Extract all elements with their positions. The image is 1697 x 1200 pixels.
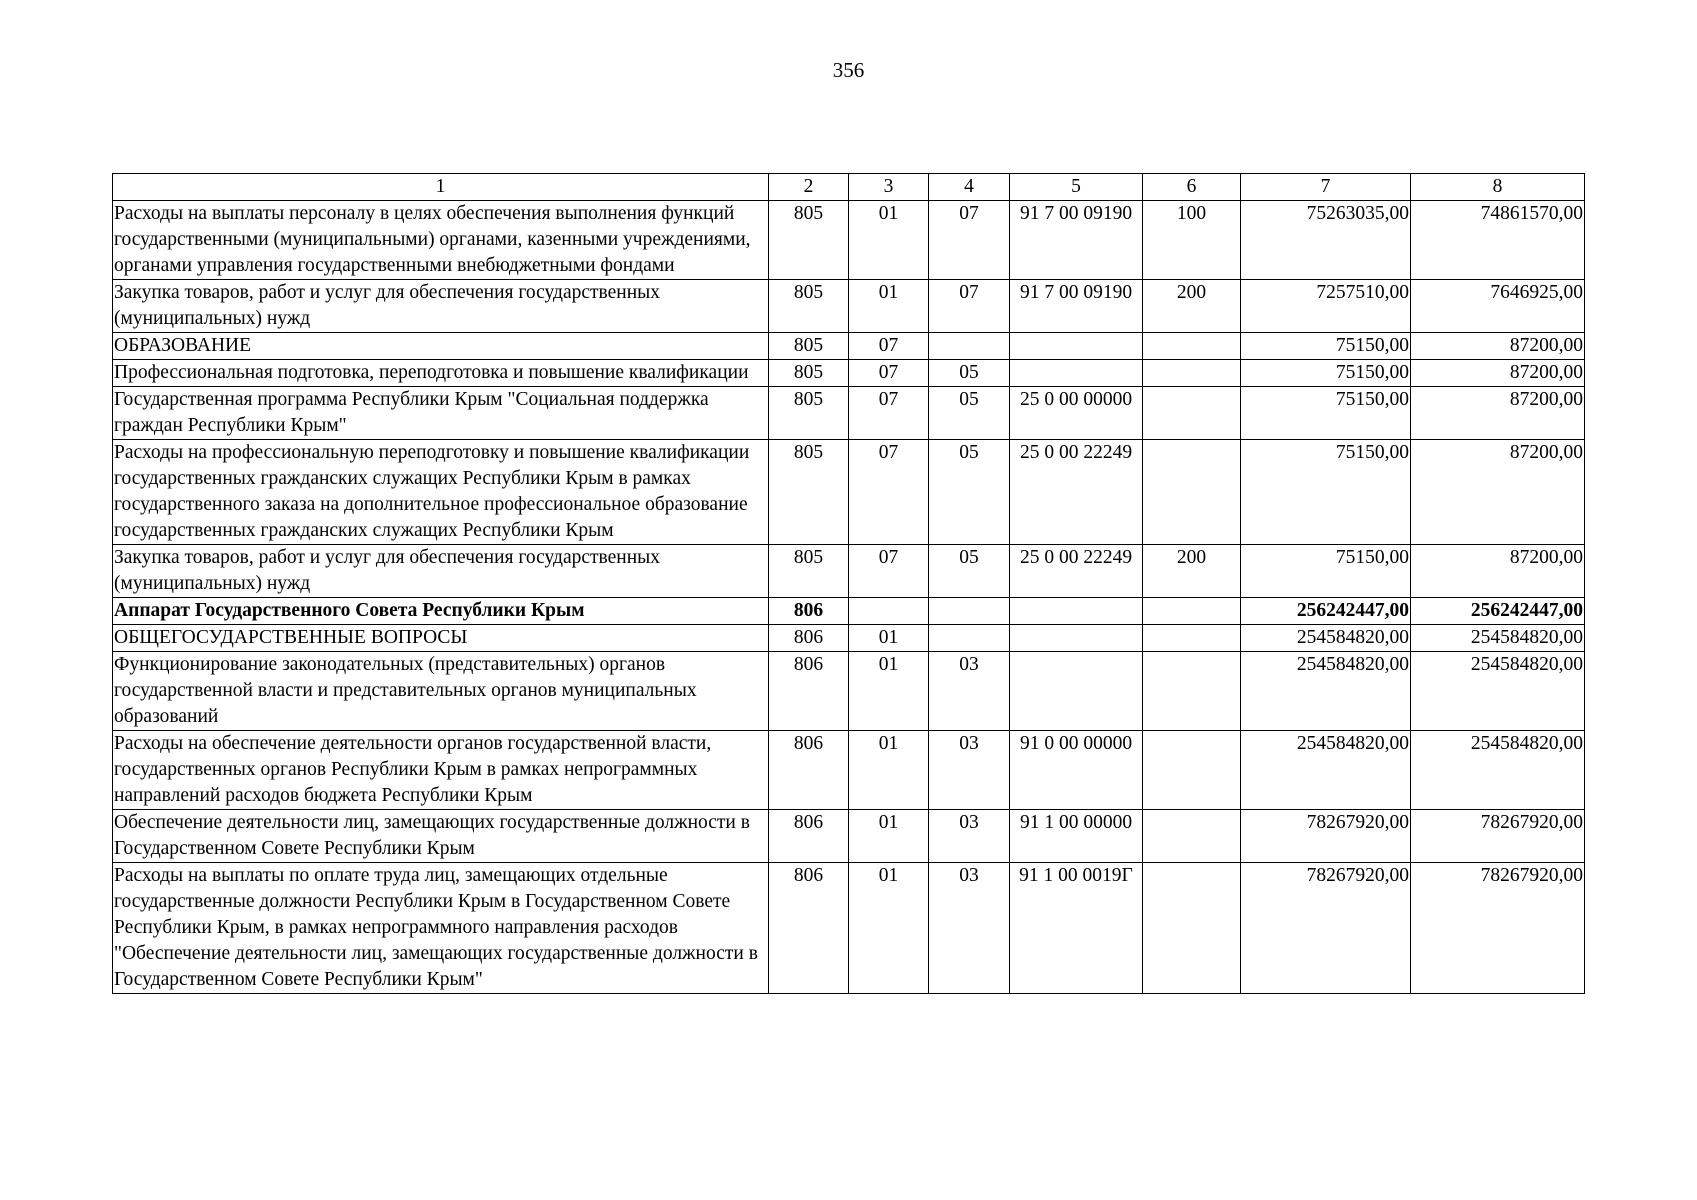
ministry-code: 805 <box>769 387 849 440</box>
subsection-code: 03 <box>929 863 1010 994</box>
amount-col8: 87200,00 <box>1411 333 1585 360</box>
expense-name: Обеспечение деятельности лиц, замещающих государственные должности в Государственном Совете Республики Крым <box>113 810 769 863</box>
table-row <box>113 360 1585 387</box>
target-article-code: 25 0 00 22249 <box>1010 545 1143 598</box>
section-code: 07 <box>849 360 929 387</box>
expense-type-code <box>1143 810 1241 863</box>
expense-name: ОБЩЕГОСУДАРСТВЕННЫЕ ВОПРОСЫ <box>113 625 769 652</box>
target-article-code: 91 7 00 09190 <box>1010 280 1143 333</box>
ministry-code: 805 <box>769 201 849 280</box>
subsection-code: 05 <box>929 440 1010 545</box>
section-code <box>849 598 929 625</box>
amount-col7: 254584820,00 <box>1241 625 1411 652</box>
ministry-code: 805 <box>769 440 849 545</box>
amount-col7: 75150,00 <box>1241 440 1411 545</box>
ministry-code: 806 <box>769 863 849 994</box>
expense-name: Профессиональная подготовка, переподготовка и повышение квалификации <box>113 360 769 387</box>
table-row <box>113 625 1585 652</box>
ministry-code: 806 <box>769 652 849 731</box>
table-row <box>113 333 1585 360</box>
expense-name: Функционирование законодательных (представительных) органов государственной власти и представительных органов муниципальных образований <box>113 652 769 731</box>
section-code: 07 <box>849 545 929 598</box>
amount-col7: 256242447,00 <box>1241 598 1411 625</box>
target-article-code: 91 7 00 09190 <box>1010 201 1143 280</box>
section-code: 07 <box>849 387 929 440</box>
target-article-code <box>1010 360 1143 387</box>
table-row <box>113 810 1585 863</box>
subsection-code: 03 <box>929 652 1010 731</box>
target-article-code <box>1010 598 1143 625</box>
expense-type-code <box>1143 598 1241 625</box>
subsection-code <box>929 625 1010 652</box>
section-code: 01 <box>849 810 929 863</box>
amount-col8: 87200,00 <box>1411 440 1585 545</box>
target-article-code <box>1010 333 1143 360</box>
section-code: 01 <box>849 280 929 333</box>
expense-name: Закупка товаров, работ и услуг для обеспечения государственных (муниципальных) нужд <box>113 545 769 598</box>
expense-name: Расходы на профессиональную переподготовку и повышение квалификации государственных гражданских служащих Республики Крым в рамках государственного заказа на дополнительное профессиональное образование государственных гражданских служащих Республики Крым <box>113 440 769 545</box>
section-code: 01 <box>849 863 929 994</box>
ministry-code: 806 <box>769 625 849 652</box>
section-code: 01 <box>849 731 929 810</box>
subsection-code: 03 <box>929 810 1010 863</box>
ministry-code: 806 <box>769 598 849 625</box>
target-article-code: 91 0 00 00000 <box>1010 731 1143 810</box>
column-number-header: 3 <box>849 174 929 201</box>
subsection-code: 05 <box>929 387 1010 440</box>
section-code: 07 <box>849 440 929 545</box>
amount-col7: 78267920,00 <box>1241 810 1411 863</box>
amount-col8: 87200,00 <box>1411 387 1585 440</box>
expense-type-code <box>1143 387 1241 440</box>
table-row <box>113 652 1585 731</box>
expense-type-code <box>1143 731 1241 810</box>
target-article-code: 25 0 00 22249 <box>1010 440 1143 545</box>
ministry-code: 806 <box>769 731 849 810</box>
expense-type-code <box>1143 440 1241 545</box>
subsection-code: 07 <box>929 201 1010 280</box>
amount-col7: 75263035,00 <box>1241 201 1411 280</box>
expense-type-code <box>1143 652 1241 731</box>
amount-col7: 254584820,00 <box>1241 652 1411 731</box>
target-article-code <box>1010 625 1143 652</box>
expense-name: Аппарат Государственного Совета Республики Крым <box>113 598 769 625</box>
amount-col7: 75150,00 <box>1241 360 1411 387</box>
column-number-header: 1 <box>113 174 769 201</box>
subsection-code <box>929 598 1010 625</box>
page-number: 356 <box>832 58 865 82</box>
subsection-code: 07 <box>929 280 1010 333</box>
column-number-row <box>113 174 1585 201</box>
target-article-code: 25 0 00 00000 <box>1010 387 1143 440</box>
amount-col7: 78267920,00 <box>1241 863 1411 994</box>
amount-col7: 75150,00 <box>1241 333 1411 360</box>
ministry-code: 805 <box>769 333 849 360</box>
section-code: 01 <box>849 652 929 731</box>
table-row <box>113 387 1585 440</box>
section-code: 01 <box>849 201 929 280</box>
column-number-header: 5 <box>1010 174 1143 201</box>
expense-name: Расходы на выплаты персоналу в целях обеспечения выполнения функций государственными (муниципальными) органами, казенными учреждениями, органами управления государственными внебюджетными фондами <box>113 201 769 280</box>
subsection-code: 05 <box>929 545 1010 598</box>
table-row-bold <box>113 598 1585 625</box>
expense-type-code <box>1143 360 1241 387</box>
subsection-code: 03 <box>929 731 1010 810</box>
section-code: 01 <box>849 625 929 652</box>
ministry-code: 805 <box>769 360 849 387</box>
amount-col8: 256242447,00 <box>1411 598 1585 625</box>
expense-name: Закупка товаров, работ и услуг для обеспечения государственных (муниципальных) нужд <box>113 280 769 333</box>
table-row <box>113 731 1585 810</box>
table-row <box>113 863 1585 994</box>
column-number-header: 6 <box>1143 174 1241 201</box>
amount-col7: 75150,00 <box>1241 387 1411 440</box>
ministry-code: 805 <box>769 280 849 333</box>
expense-type-code: 100 <box>1143 201 1241 280</box>
ministry-code: 805 <box>769 545 849 598</box>
expense-type-code: 200 <box>1143 280 1241 333</box>
amount-col8: 87200,00 <box>1411 545 1585 598</box>
expense-type-code <box>1143 863 1241 994</box>
expense-name: Государственная программа Республики Крым "Социальная поддержка граждан Республики Крым" <box>113 387 769 440</box>
amount-col8: 7646925,00 <box>1411 280 1585 333</box>
column-number-header: 7 <box>1241 174 1411 201</box>
amount-col7: 254584820,00 <box>1241 731 1411 810</box>
expense-name: Расходы на обеспечение деятельности органов государственной власти, государственных органов Республики Крым в рамках непрограммных направлений расходов бюджета Республики Крым <box>113 731 769 810</box>
section-code: 07 <box>849 333 929 360</box>
table-row <box>113 280 1585 333</box>
amount-col8: 87200,00 <box>1411 360 1585 387</box>
target-article-code: 91 1 00 00000 <box>1010 810 1143 863</box>
amount-col8: 78267920,00 <box>1411 810 1585 863</box>
amount-col8: 74861570,00 <box>1411 201 1585 280</box>
column-number-header: 2 <box>769 174 849 201</box>
expense-type-code: 200 <box>1143 545 1241 598</box>
ministry-code: 806 <box>769 810 849 863</box>
subsection-code <box>929 333 1010 360</box>
amount-col8: 254584820,00 <box>1411 625 1585 652</box>
expense-name: ОБРАЗОВАНИЕ <box>113 333 769 360</box>
expense-type-code <box>1143 625 1241 652</box>
amount-col8: 254584820,00 <box>1411 731 1585 810</box>
table-row <box>113 201 1585 280</box>
amount-col8: 78267920,00 <box>1411 863 1585 994</box>
amount-col7: 75150,00 <box>1241 545 1411 598</box>
expense-name: Расходы на выплаты по оплате труда лиц, замещающих отдельные государственные должности Республики Крым в Государственном Совете Республики Крым, в рамках непрограммного направления расходов "Обеспечение деятельности лиц, замещающих государственные должности в Государственном Совете Республики Крым" <box>113 863 769 994</box>
expense-type-code <box>1143 333 1241 360</box>
table-row <box>113 440 1585 545</box>
target-article-code: 91 1 00 0019Г <box>1010 863 1143 994</box>
table-row <box>113 545 1585 598</box>
target-article-code <box>1010 652 1143 731</box>
amount-col7: 7257510,00 <box>1241 280 1411 333</box>
column-number-header: 8 <box>1411 174 1585 201</box>
budget-table <box>112 173 1585 994</box>
column-number-header: 4 <box>929 174 1010 201</box>
subsection-code: 05 <box>929 360 1010 387</box>
amount-col8: 254584820,00 <box>1411 652 1585 731</box>
